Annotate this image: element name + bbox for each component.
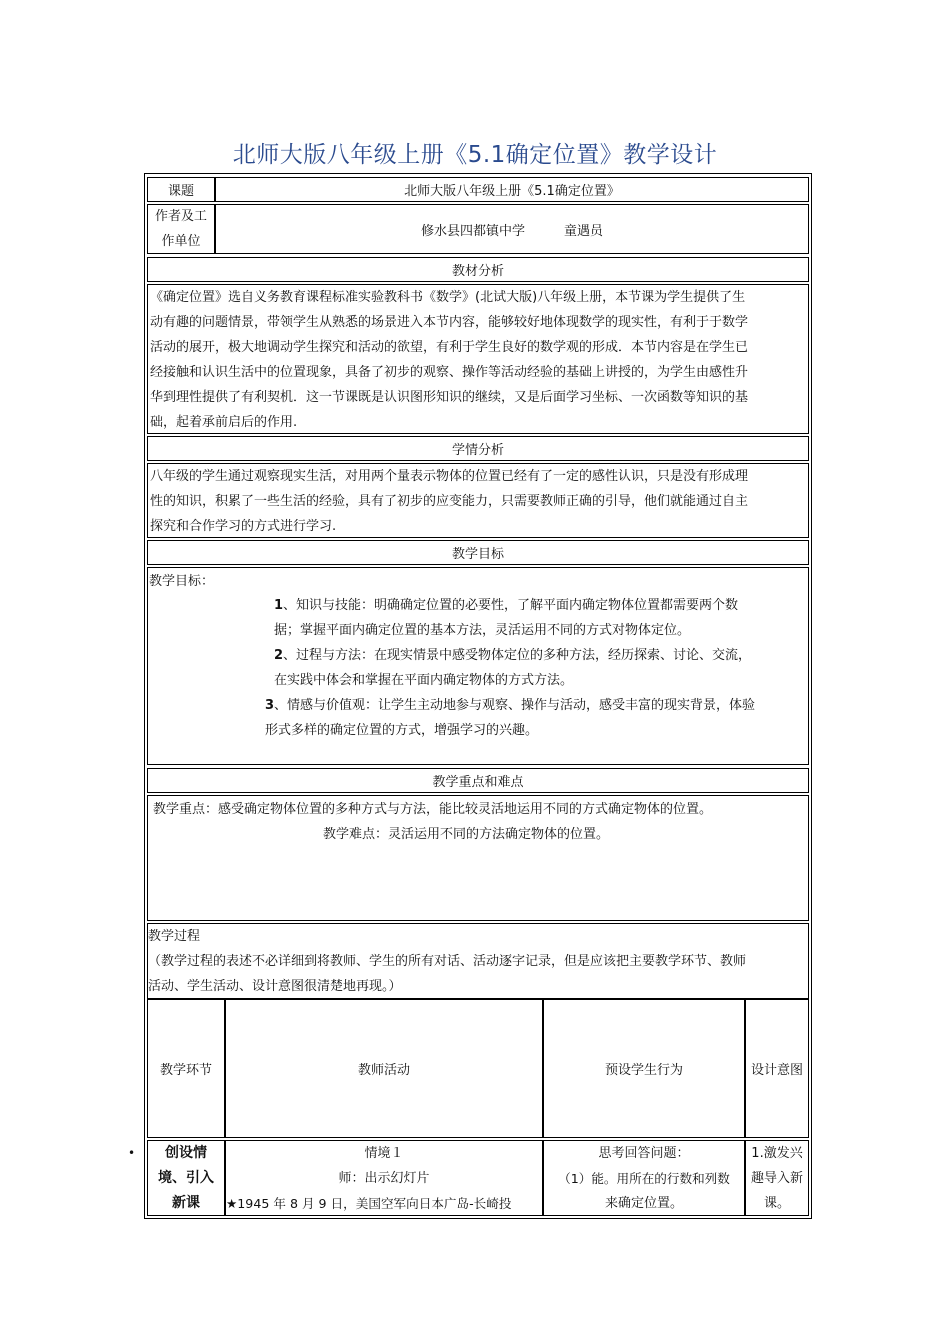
header-student-cell <box>543 999 745 1138</box>
row1-teacher-line: ★1945 年 8 月 9 日，美国空军向日本广岛-长崎投 <box>226 1196 512 1211</box>
process-body-cell <box>147 923 809 999</box>
goal-1-line2: 据；掌握平面内确定位置的基本方法，灵活运用不同的方式对物体定位。 <box>274 623 691 638</box>
key-point: 教学重点：感受确定物体位置的多种方式与方法，能比较灵活地运用不同的方式确定物体的位置。 <box>153 802 713 817</box>
list-bullet: • <box>128 1146 136 1160</box>
goal-3-text: 、情感与价值观：让学生主动地参与观察、操作与活动，感受丰富的现实背景，体验 <box>274 698 756 713</box>
students-line: 性的知识，积累了一些生活的经验，具有了初步的应变能力，只需要教师正确的引导，他们就能通过自主 <box>150 494 749 509</box>
topic-value-cell <box>215 177 809 202</box>
goal-3-line1 <box>265 693 755 718</box>
material-line: 华到理性提供了有利契机．这一节课既是认识图形知识的继续，又是后面学习坐标、一次函数等知识的基 <box>150 390 749 405</box>
header-student: 预设学生行为 <box>604 1063 683 1078</box>
row1-teacher-line: 师：出示幻灯片 <box>338 1171 430 1186</box>
row1-student-cell <box>543 1140 745 1216</box>
students-heading: 学情分析 <box>451 443 504 458</box>
material-line: 《确定位置》选自义务教育课程标准实验教科书《数学》(北试大版)八年级上册，本节课为学生提供了生 <box>150 290 746 305</box>
process-note-line1: （教学过程的表述不必详细到将教师、学生的所有对话、活动逐字记录，但是应该把主要教学环节、教师 <box>148 954 747 969</box>
keypoints-heading: 教学重点和难点 <box>432 775 524 790</box>
topic-label-cell <box>147 177 215 202</box>
header-teacher-cell <box>225 999 543 1138</box>
students-body-cell <box>147 463 809 538</box>
goal-2-text: 、过程与方法：在现实情景中感受物体定位的多种方法，经历探索、讨论、交流， <box>283 648 752 663</box>
goal-2-line2: 在实践中体会和掌握在平面内确定物体的方式方法。 <box>274 673 574 688</box>
process-heading: 教学过程 <box>148 929 201 944</box>
material-line: 活动的展开，极大地调动学生探究和活动的欲望，有利于学生良好的数学观的形成．本节内容是在学生已 <box>150 340 749 355</box>
goal-3-number: 3 <box>265 698 275 713</box>
topic-value: 北师大版八年级上册《5.1确定位置》 <box>404 184 620 199</box>
keypoints-heading-cell <box>147 768 809 793</box>
row1-student-line: 来确定位置。 <box>604 1196 683 1211</box>
goal-1-line1 <box>274 593 738 618</box>
goals-heading: 教学目标 <box>451 547 504 562</box>
students-line: 八年级的学生通过观察现实生活，对用两个量表示物体的位置已经有了一定的感性认识，只是没有形成理 <box>150 469 749 484</box>
header-intent-cell <box>745 999 809 1138</box>
process-note-line2: 活动、学生活动、设计意图很清楚地再现。） <box>148 979 402 994</box>
material-heading-cell <box>147 257 809 282</box>
row1-phase-line: 新课 <box>172 1195 200 1211</box>
author-label-line1: 作者及工 <box>154 209 207 224</box>
author-value-cell <box>215 204 809 254</box>
row1-phase-line: 境、引入 <box>158 1170 214 1186</box>
header-intent: 设计意图 <box>750 1063 803 1078</box>
goal-2-line1 <box>274 643 751 668</box>
goal-1-number: 1 <box>274 598 284 613</box>
author-value: 修水县四都镇中学 童遇员 <box>420 223 603 239</box>
row1-phase-line: 创设情 <box>165 1145 207 1161</box>
students-heading-cell <box>147 436 809 461</box>
students-line: 探究和合作学习的方式进行学习. <box>150 519 337 534</box>
row1-teacher-line: 情境１ <box>364 1146 404 1161</box>
row1-teacher-cell <box>225 1140 543 1216</box>
author-label-cell <box>147 204 215 254</box>
row1-intent-line: 1.激发兴 <box>751 1146 803 1161</box>
topic-label: 课题 <box>167 184 194 199</box>
goal-3-line2: 形式多样的确定位置的方式，增强学习的兴趣。 <box>265 723 539 738</box>
material-heading: 教材分析 <box>451 264 504 279</box>
row1-student-line: （1）能。用所在的行数和列数 <box>558 1171 730 1186</box>
goals-body-cell <box>147 567 809 765</box>
row1-student-line: 思考回答问题： <box>598 1146 690 1161</box>
students-paragraph <box>148 464 808 539</box>
row1-phase-cell <box>147 1140 225 1216</box>
difficult-point: 教学难点：灵活运用不同的方法确定物体的位置。 <box>323 827 610 842</box>
keypoints-body-cell <box>147 795 809 921</box>
row1-intent-line: 趣导入新 <box>750 1171 803 1186</box>
goal-1-text: 、知识与技能：明确确定位置的必要性，了解平面内确定物体位置都需要两个数 <box>283 598 739 613</box>
header-phase: 教学环节 <box>159 1063 212 1078</box>
material-paragraph <box>148 285 808 435</box>
material-line: 础，起着承前启后的作用. <box>150 415 298 430</box>
row1-intent-cell <box>745 1140 809 1216</box>
document-title: 北师大版八年级上册《5.1确定位置》教学设计 <box>232 142 718 168</box>
material-body-cell <box>147 284 809 434</box>
header-phase-cell <box>147 999 225 1138</box>
goals-intro: 教学目标： <box>149 574 215 589</box>
material-line: 经接触和认识生活中的位置现象，具备了初步的观察、操作等活动经验的基础上讲授的，为学生由感性升 <box>150 365 749 380</box>
header-teacher: 教师活动 <box>357 1063 410 1078</box>
goal-2-number: 2 <box>274 648 284 663</box>
material-line: 动有趣的问题情景，带领学生从熟悉的场景进入本节内容，能够较好地体现数学的现实性，有利于于数学 <box>150 315 749 330</box>
row1-intent-line: 课。 <box>763 1196 790 1211</box>
author-label-line2: 作单位 <box>161 234 201 249</box>
goals-heading-cell <box>147 540 809 565</box>
